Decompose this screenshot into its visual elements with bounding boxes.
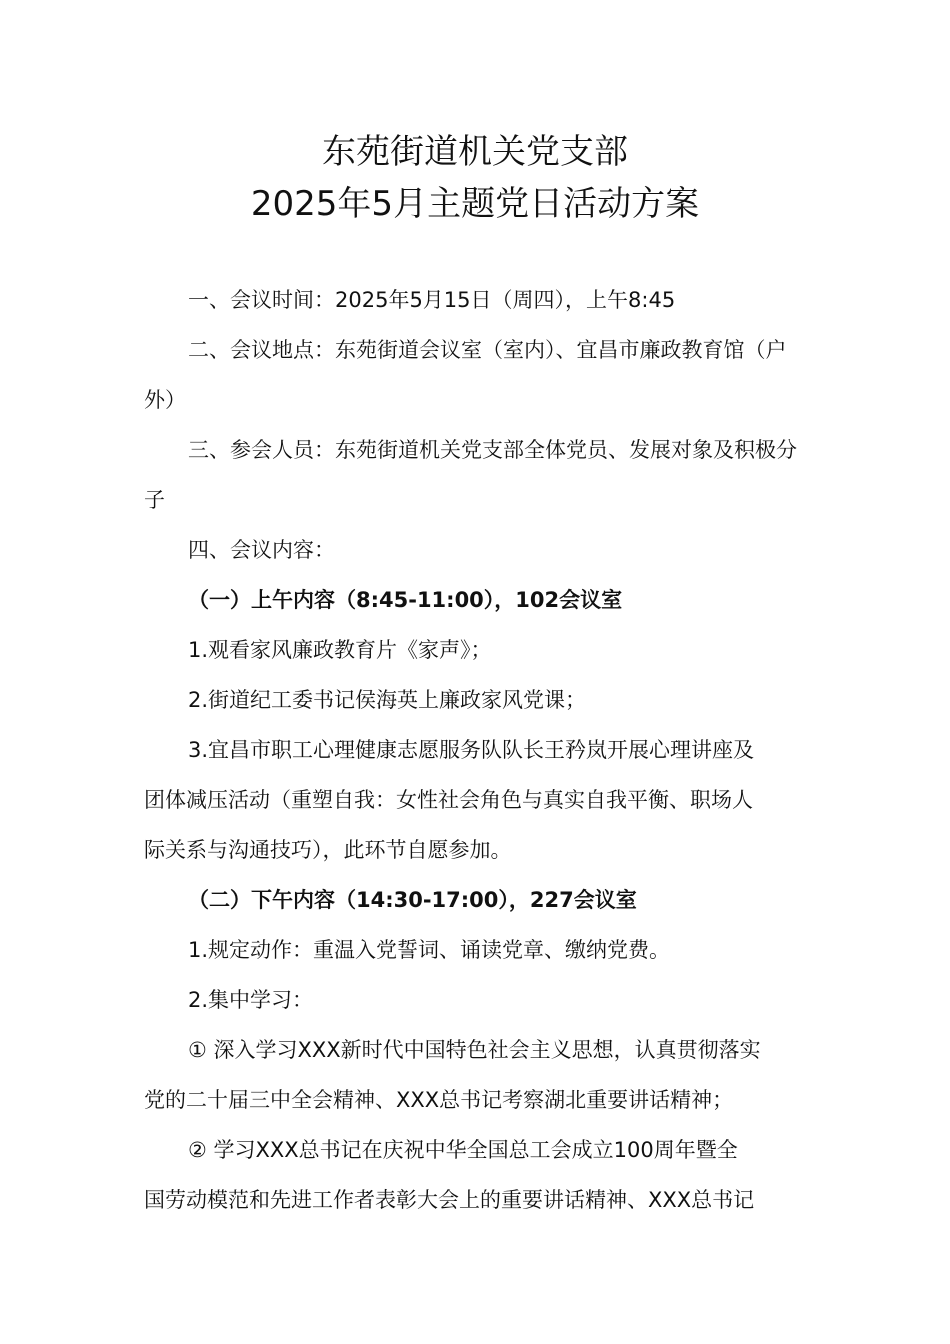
meeting-time: 一、会议时间：2025年5月15日（周四），上午8:45 — [188, 288, 676, 312]
meeting-place-cont: 外） — [144, 388, 186, 412]
morning-item-3-cont1: 团体减压活动（重塑自我：女性社会角色与真实自我平衡、职场人 — [144, 788, 753, 812]
study-item-1: ① 深入学习XXX新时代中国特色社会主义思想，认真贯彻落实 — [188, 1038, 761, 1062]
morning-item-1: 1.观看家风廉政教育片《家声》； — [188, 638, 492, 662]
morning-item-3: 3.宜昌市职工心理健康志愿服务队队长王矜岚开展心理讲座及 — [188, 738, 755, 762]
doc-title-line2: 2025年5月主题党日活动方案 — [250, 184, 700, 224]
attendees: 三、参会人员：东苑街道机关党支部全体党员、发展对象及积极分 — [188, 438, 797, 462]
study-item-1-cont: 党的二十届三中全会精神、XXX总书记考察湖北重要讲话精神； — [144, 1088, 734, 1112]
meeting-place: 二、会议地点：东苑街道会议室（室内）、宜昌市廉政教育馆（户 — [188, 338, 787, 362]
afternoon-item-1: 1.规定动作：重温入党誓词、诵读党章、缴纳党费。 — [188, 938, 671, 962]
morning-heading: （一）上午内容（8:45-11:00），102会议室 — [188, 588, 623, 612]
meeting-content: 四、会议内容： — [188, 538, 335, 562]
study-item-2-cont: 国劳动模范和先进工作者表彰大会上的重要讲话精神、XXX总书记 — [144, 1188, 755, 1212]
morning-item-3-cont2: 际关系与沟通技巧），此环节自愿参加。 — [144, 838, 512, 862]
study-item-2: ② 学习XXX总书记在庆祝中华全国总工会成立100周年暨全 — [188, 1138, 738, 1162]
afternoon-item-2: 2.集中学习： — [188, 988, 314, 1012]
afternoon-heading: （二）下午内容（14:30-17:00），227会议室 — [188, 888, 637, 912]
morning-item-2: 2.街道纪工委书记侯海英上廉政家风党课； — [188, 688, 587, 712]
doc-title-line1: 东苑街道机关党支部 — [322, 132, 628, 172]
attendees-cont: 子 — [144, 488, 165, 512]
